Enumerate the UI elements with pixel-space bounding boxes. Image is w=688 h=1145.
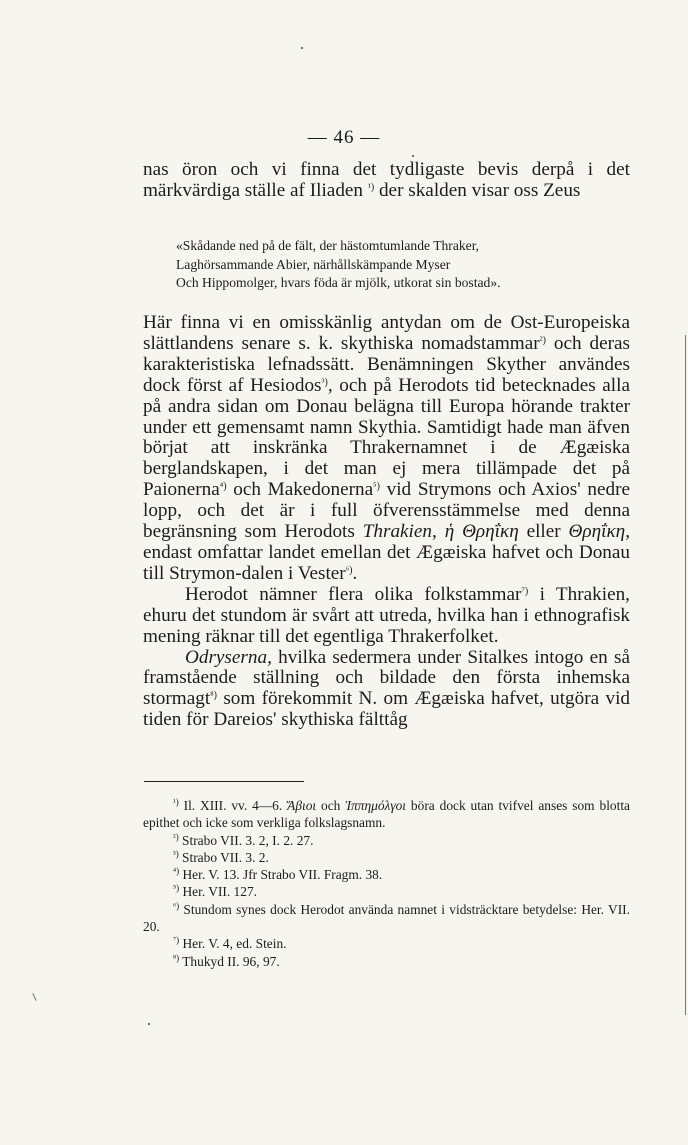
footnote-8 (143, 953, 630, 970)
text-run: . (352, 562, 358, 584)
footnote-4 (143, 866, 630, 883)
footnote-text: böra dock utan tvifvel anses som blotta epithet och icke som verkliga folkslagsnamn. (143, 798, 630, 831)
footnote-3 (143, 849, 630, 866)
text-run: och deras karakteristiska lefnadssätt. Benämningen Skyther användes dock först af Hesiodos (143, 332, 630, 396)
footnote-2 (143, 832, 630, 849)
footnote-mark: ⁷) (173, 935, 180, 946)
main-text (143, 313, 630, 731)
footnote-text: Her. V. 13. Jfr Strabo VII. Fragm. 38. (179, 867, 383, 883)
italic-term: Odryserna, (185, 646, 272, 668)
footnote-7 (143, 935, 630, 952)
greek-term: ἡ Θρηΐκη (444, 521, 519, 543)
footnote-ref: ²) (539, 334, 546, 346)
footnote-6 (143, 901, 630, 936)
footnote-mark: ²) (173, 831, 179, 842)
footnote-text: Strabo VII. 3. 2. (178, 849, 269, 865)
scan-dot (412, 155, 414, 157)
greek-term: Θρηΐκη (568, 521, 626, 543)
page-number: — 46 — (307, 127, 381, 148)
footnote-text: Her. V. 4, ed. Stein. (179, 936, 287, 952)
paragraph-3 (143, 648, 630, 732)
text-run: Här finna vi en omisskänlig antydan om de Ost-Europeiska slättlandens senare s. k. skythiska nomadstammar (143, 312, 630, 354)
text-run: , endast omfattar landet emellan det Ægæiska hafvet och Donau till Strymon-dalen i Vester (143, 521, 630, 584)
text-run: som förekommit N. om Ægæiska hafvet, utgöra vid tiden för Dareios' skythiska fälttåg (143, 688, 630, 731)
footnote-text: och (316, 798, 346, 813)
footnote-ref: ¹) (367, 181, 375, 193)
text-run: och Makedonerna (226, 479, 374, 501)
footnote-ref: ³) (321, 376, 328, 388)
footnote-ref: ⁵) (373, 481, 380, 493)
page-edge-line (685, 335, 686, 1015)
greek-term: Ἱππημόλγοι (345, 798, 407, 813)
text-run: vid Strymons och Axios' nedre lopp, och det är i full öfverensstämmelse med denna begränsning som Herodots (143, 479, 630, 543)
intro-paragraph (143, 160, 630, 202)
text-run: , och på Herodots tid betecknades alla på andra sidan om Donau belägna till Europa hörande trakter under ett gemensamt namn Skythia. Samtidigt hade man äfven börjat att inskränka Thrakernamnet i de Ægæiska berglandskapen, i det man ej mera tillämpade det på Paionerna (143, 374, 630, 501)
text-run: Herodot nämner flera olika folkstammar (185, 583, 522, 605)
verse-line: «Skådande ned på de fält, der hästomtumlande Thraker, (176, 238, 480, 253)
verse-line: Laghörsammande Abier, närhållskämpande Myser (176, 256, 451, 272)
paragraph-1 (143, 313, 630, 585)
greek-term: Ἄβιοι (287, 798, 317, 813)
verse-line: Och Hippomolger, hvars föda är mjölk, utkorat sin bostad». (176, 275, 501, 290)
edge-mark (32, 993, 36, 1001)
footnote-1 (143, 797, 630, 832)
intro-text: der skalden visar oss Zeus (374, 179, 581, 201)
italic-term: Thrakien (362, 521, 433, 543)
footnote-mark: ⁸) (173, 952, 180, 963)
footnote-text: Thukyd II. 96, 97. (179, 953, 280, 969)
footnote-ref: ⁶) (345, 564, 353, 576)
scan-dot (148, 1023, 150, 1025)
footnote-ref: ⁴) (219, 481, 227, 493)
footnote-mark: ³) (173, 848, 179, 859)
footnote-ref: ⁷) (521, 585, 529, 597)
footnote-text: Her. VII. 127. (179, 884, 257, 900)
footnotes (143, 797, 630, 970)
quoted-verse (176, 237, 606, 293)
footnote-divider (144, 781, 304, 782)
footnote-mark: ⁴) (173, 866, 180, 877)
text-run: , (432, 521, 445, 543)
footnote-mark: ⁵) (173, 883, 180, 894)
text-run: eller (518, 521, 569, 543)
text-run: hvilka sedermera under Sitalkes intogo en så framstående ställning och bildade den första inhemska stormagt (143, 646, 630, 710)
paragraph-2 (143, 585, 630, 648)
scan-dot (301, 47, 303, 49)
footnote-text: Il. XIII. vv. 4—6. (178, 798, 288, 813)
footnote-ref: ⁸) (210, 690, 217, 702)
footnote-mark: ¹) (173, 797, 179, 807)
footnote-5 (143, 883, 630, 900)
text-run: i Thrakien, ehuru det stundom är svårt att utreda, hvilka han i ethnografisk mening räknar till det egentliga Thrakerfolket. (143, 583, 630, 647)
footnote-text: Strabo VII. 3. 2, I. 2. 27. (178, 832, 314, 848)
footnote-mark: ⁶) (173, 900, 180, 911)
footnote-text: Stundom synes dock Herodot använda namnet i vidsträcktare betydelse: Her. VII. 20. (143, 901, 630, 935)
intro-text: nas öron och vi finna det tydligaste bevis derpå i det märkvärdiga ställe af Iliaden (143, 159, 630, 201)
